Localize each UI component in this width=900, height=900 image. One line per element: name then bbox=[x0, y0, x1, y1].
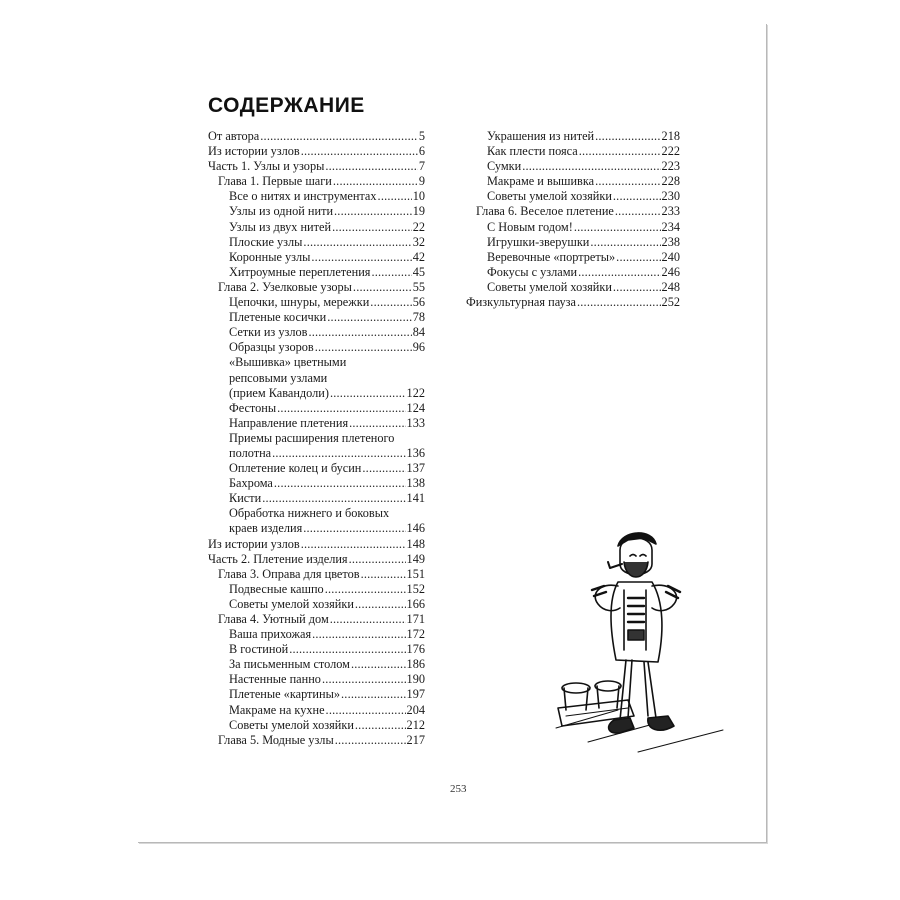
toc-entry-label: краев изделия bbox=[229, 521, 303, 536]
toc-entry[interactable] bbox=[208, 567, 425, 582]
toc-entry-label: Подвесные кашпо bbox=[229, 581, 324, 596]
toc-right-column bbox=[466, 129, 680, 310]
toc-entry[interactable] bbox=[208, 295, 425, 310]
toc-leader-dots bbox=[315, 340, 412, 355]
toc-entry-label: Игрушки-зверушки bbox=[487, 234, 590, 249]
toc-leader-dots bbox=[332, 220, 412, 235]
toc-leader-dots bbox=[353, 280, 412, 295]
toc-entry-label: Кисти bbox=[229, 491, 262, 506]
toc-leader-dots bbox=[370, 295, 411, 310]
toc-entry[interactable] bbox=[208, 521, 425, 536]
toc-entry[interactable] bbox=[208, 552, 425, 567]
toc-entry-page-number: 149 bbox=[406, 551, 425, 566]
toc-entry[interactable] bbox=[466, 189, 680, 204]
toc-entry-label: Глава 5. Модные узлы bbox=[218, 732, 334, 747]
toc-entry-label: Глава 4. Уютный дом bbox=[218, 612, 329, 626]
toc-entry-page-number: 5 bbox=[418, 129, 425, 143]
toc-entry[interactable] bbox=[208, 446, 425, 461]
toc-entry-page-number: 146 bbox=[406, 521, 425, 536]
toc-entry[interactable] bbox=[208, 340, 425, 355]
toc-leader-dots bbox=[378, 189, 412, 204]
toc-entry[interactable] bbox=[208, 265, 425, 280]
toc-entry[interactable] bbox=[208, 642, 425, 657]
toc-entry-page-number: 186 bbox=[406, 657, 425, 672]
toc-entry[interactable] bbox=[208, 280, 425, 295]
toc-entry-label: С Новым годом! bbox=[487, 219, 573, 234]
toc-leader-dots bbox=[371, 265, 411, 280]
toc-entry[interactable] bbox=[466, 295, 680, 310]
toc-entry-page-number: 197 bbox=[406, 687, 425, 702]
toc-entry-label: Из истории узлов bbox=[208, 144, 300, 159]
toc-entry[interactable] bbox=[466, 220, 680, 235]
toc-entry[interactable] bbox=[208, 235, 425, 250]
toc-leader-dots bbox=[613, 280, 661, 295]
toc-entry-page-number: 171 bbox=[406, 612, 425, 626]
toc-leader-dots bbox=[277, 401, 405, 416]
toc-entry-page-number: 204 bbox=[406, 702, 425, 717]
toc-entry[interactable] bbox=[466, 235, 680, 250]
toc-entry[interactable] bbox=[208, 491, 425, 506]
toc-entry-label: Глава 6. Веселое плетение bbox=[476, 204, 614, 219]
toc-entry[interactable] bbox=[466, 174, 680, 189]
toc-entry-label: Советы умелой хозяйки bbox=[229, 596, 354, 611]
toc-leader-dots bbox=[578, 265, 660, 280]
toc-entry-page-number: 22 bbox=[412, 219, 425, 234]
toc-entry-label: Советы умелой хозяйки bbox=[487, 279, 612, 294]
toc-leader-dots bbox=[303, 521, 405, 536]
toc-leader-dots bbox=[577, 295, 661, 310]
toc-leader-dots bbox=[351, 657, 406, 672]
toc-entry-label: Фокусы с узлами bbox=[487, 264, 578, 279]
toc-entry-label: (прием Кавандоли) bbox=[229, 385, 329, 400]
toc-leader-dots bbox=[260, 129, 418, 144]
toc-entry[interactable] bbox=[208, 189, 425, 204]
toc-leader-dots bbox=[301, 537, 406, 552]
toc-entry[interactable] bbox=[208, 325, 425, 340]
toc-entry-page-number: 166 bbox=[406, 596, 425, 611]
toc-leader-dots bbox=[574, 220, 661, 235]
toc-entry-page-number: 32 bbox=[412, 234, 425, 249]
toc-entry-label: Глава 2. Узелковые узоры bbox=[218, 279, 352, 294]
toc-entry-page-number: 124 bbox=[406, 400, 425, 415]
toc-entry-page-number: 217 bbox=[406, 732, 425, 747]
toc-entry[interactable] bbox=[208, 401, 425, 416]
toc-entry[interactable] bbox=[208, 627, 425, 642]
toc-leader-dots bbox=[272, 446, 405, 461]
toc-leader-dots bbox=[349, 552, 406, 567]
toc-entry-label: Как плести пояса bbox=[487, 144, 578, 159]
toc-entry[interactable] bbox=[208, 144, 425, 159]
toc-entry-label: Узлы из двух нитей bbox=[229, 219, 332, 234]
toc-entry-label: Ваша прихожая bbox=[229, 627, 312, 642]
toc-entry-page-number: 151 bbox=[406, 566, 425, 581]
toc-entry-label: Настенные панно bbox=[229, 672, 321, 687]
toc-entry-label: Советы умелой хозяйки bbox=[487, 189, 612, 204]
toc-entry-label: Веревочные «портреты» bbox=[487, 249, 616, 264]
toc-entry-label: Все о нитях и инструментах bbox=[229, 189, 377, 204]
toc-entry[interactable] bbox=[208, 416, 425, 431]
toc-entry-label: полотна bbox=[229, 445, 272, 460]
toc-entry-label: Часть 1. Узлы и узоры bbox=[208, 159, 325, 174]
toc-leader-dots bbox=[330, 386, 406, 401]
toc-entry-page-number: 212 bbox=[406, 717, 425, 732]
toc-entry[interactable] bbox=[208, 582, 425, 597]
toc-entry-label: Образцы узоров bbox=[229, 340, 314, 355]
toc-entry-page-number: 122 bbox=[406, 385, 425, 400]
toc-leader-dots bbox=[522, 159, 660, 174]
toc-entry-label: Коронные узлы bbox=[229, 249, 311, 264]
toc-entry-label: Плетеные косички bbox=[229, 310, 327, 325]
toc-entry-page-number: 240 bbox=[661, 249, 680, 264]
toc-entry-label: Сетки из узлов bbox=[229, 325, 308, 340]
toc-leader-dots bbox=[579, 144, 661, 159]
toc-entry-continued-line: Приемы расширения плетеного bbox=[229, 430, 395, 445]
toc-entry-label: В гостиной bbox=[229, 642, 289, 657]
toc-entry-page-number: 9 bbox=[418, 174, 425, 189]
toc-entry-label: Макраме на кухне bbox=[229, 702, 325, 717]
toc-entry-label: Плоские узлы bbox=[229, 234, 303, 249]
toc-entry-page-number: 96 bbox=[412, 340, 425, 355]
toc-entry-label: Часть 2. Плетение изделия bbox=[208, 551, 348, 566]
toc-entry-label: Из истории узлов bbox=[208, 536, 300, 551]
toc-entry-label: За письменным столом bbox=[229, 657, 350, 672]
toc-entry-label: Фестоны bbox=[229, 400, 277, 415]
toc-entry-continued-line: «Вышивка» цветными bbox=[229, 355, 347, 370]
toc-entry-page-number: 7 bbox=[418, 159, 425, 174]
toc-entry-page-number: 252 bbox=[661, 295, 680, 310]
toc-entry[interactable] bbox=[466, 204, 680, 219]
toc-entry-label: Физкультурная пауза bbox=[466, 295, 576, 310]
toc-leader-dots bbox=[322, 672, 406, 687]
toc-entry-page-number: 228 bbox=[661, 174, 680, 189]
toc-entry[interactable] bbox=[466, 144, 680, 159]
toc-leader-dots bbox=[334, 204, 412, 219]
toc-entry-page-number: 152 bbox=[406, 581, 425, 596]
toc-entry-page-number: 42 bbox=[412, 249, 425, 264]
toc-entry-page-number: 45 bbox=[412, 264, 425, 279]
toc-entry-page-number: 78 bbox=[412, 310, 425, 325]
toc-entry[interactable] bbox=[208, 672, 425, 687]
toc-entry[interactable] bbox=[466, 129, 680, 144]
toc-entry-continued-line: репсовыми узлами bbox=[229, 370, 328, 385]
toc-leader-dots bbox=[355, 718, 406, 733]
toc-entry-page-number: 56 bbox=[412, 295, 425, 310]
toc-entry[interactable] bbox=[208, 129, 425, 144]
toc-entry-page-number: 148 bbox=[406, 536, 425, 551]
toc-entry-label: Оплетение колец и бусин bbox=[229, 461, 362, 476]
toc-leader-dots bbox=[325, 159, 417, 174]
toc-leader-dots bbox=[615, 204, 661, 219]
toc-entry[interactable] bbox=[208, 733, 425, 748]
toc-entry-label: Бахрома bbox=[229, 476, 273, 491]
toc-entry[interactable] bbox=[208, 612, 425, 627]
toc-leader-dots bbox=[349, 416, 405, 431]
toc-entry[interactable] bbox=[208, 537, 425, 552]
toc-title: СОДЕРЖАНИЕ bbox=[208, 94, 365, 117]
toc-entry-label: От автора bbox=[208, 129, 260, 143]
toc-entry-page-number: 138 bbox=[406, 476, 425, 491]
toc-entry-page-number: 84 bbox=[412, 325, 425, 340]
toc-entry-label: Хитроумные переплетения bbox=[229, 264, 371, 279]
toc-entry-page-number: 190 bbox=[406, 672, 425, 687]
toc-entry-label: Направление плетения bbox=[229, 415, 349, 430]
toc-entry-label: Глава 3. Оправа для цветов bbox=[218, 566, 360, 581]
toc-leader-dots bbox=[341, 687, 406, 702]
toc-leader-dots bbox=[330, 612, 406, 627]
toc-entry-page-number: 136 bbox=[406, 445, 425, 460]
toc-entry-page-number: 133 bbox=[406, 415, 425, 430]
toc-entry[interactable] bbox=[208, 250, 425, 265]
toc-leader-dots bbox=[262, 491, 405, 506]
toc-entry[interactable] bbox=[208, 461, 425, 476]
toc-leader-dots bbox=[327, 310, 411, 325]
toc-entry[interactable] bbox=[466, 280, 680, 295]
toc-entry-page-number: 223 bbox=[661, 159, 680, 174]
toc-leader-dots bbox=[326, 703, 406, 718]
toc-left-column bbox=[208, 129, 425, 748]
toc-entry[interactable] bbox=[208, 204, 425, 219]
toc-entry-page-number: 222 bbox=[661, 144, 680, 159]
toc-entry-page-number: 6 bbox=[418, 144, 425, 159]
toc-leader-dots bbox=[312, 627, 405, 642]
toc-entry-label: Советы умелой хозяйки bbox=[229, 717, 354, 732]
toc-entry-page-number: 141 bbox=[406, 491, 425, 506]
toc-entry-page-number: 176 bbox=[406, 642, 425, 657]
toc-entry-label: Плетеные «картины» bbox=[229, 687, 341, 702]
toc-leader-dots bbox=[362, 461, 405, 476]
toc-entry[interactable] bbox=[208, 476, 425, 491]
toc-leader-dots bbox=[361, 567, 406, 582]
sailor-illustration bbox=[548, 520, 733, 755]
toc-leader-dots bbox=[289, 642, 405, 657]
toc-entry[interactable] bbox=[208, 718, 425, 733]
toc-entry-page-number: 234 bbox=[661, 219, 680, 234]
toc-entry-label: Цепочки, шнуры, мережки bbox=[229, 295, 370, 310]
toc-entry-label: Глава 1. Первые шаги bbox=[218, 174, 332, 189]
toc-entry[interactable] bbox=[208, 703, 425, 718]
toc-leader-dots bbox=[308, 325, 411, 340]
toc-leader-dots bbox=[301, 144, 418, 159]
toc-entry[interactable] bbox=[208, 687, 425, 702]
toc-leader-dots bbox=[355, 597, 406, 612]
toc-entry-page-number: 233 bbox=[661, 204, 680, 219]
toc-leader-dots bbox=[303, 235, 411, 250]
toc-leader-dots bbox=[333, 174, 418, 189]
toc-entry-label: Макраме и вышивка bbox=[487, 174, 595, 189]
toc-entry-page-number: 172 bbox=[406, 627, 425, 642]
page-number: 253 bbox=[450, 783, 467, 795]
toc-entry-page-number: 10 bbox=[412, 189, 425, 204]
toc-entry-page-number: 19 bbox=[412, 204, 425, 219]
toc-entry[interactable] bbox=[466, 159, 680, 174]
toc-entry[interactable] bbox=[208, 174, 425, 189]
toc-entry-page-number: 230 bbox=[661, 189, 680, 204]
toc-entry[interactable] bbox=[208, 220, 425, 235]
toc-entry-page-number: 246 bbox=[661, 264, 680, 279]
toc-leader-dots bbox=[590, 235, 660, 250]
toc-leader-dots bbox=[325, 582, 406, 597]
toc-entry[interactable] bbox=[208, 159, 425, 174]
toc-entry-label: Узлы из одной нити bbox=[229, 204, 334, 219]
toc-entry-label: Украшения из нитей bbox=[487, 129, 595, 143]
toc-leader-dots bbox=[616, 250, 660, 265]
toc-entry[interactable] bbox=[208, 597, 425, 612]
toc-entry-page-number: 218 bbox=[661, 129, 680, 143]
toc-entry-page-number: 248 bbox=[661, 279, 680, 294]
toc-entry-continued-line: Обработка нижнего и боковых bbox=[229, 506, 390, 521]
toc-leader-dots bbox=[595, 129, 660, 144]
toc-entry-page-number: 55 bbox=[412, 279, 425, 294]
toc-leader-dots bbox=[595, 174, 660, 189]
toc-leader-dots bbox=[274, 476, 406, 491]
toc-entry-label: Сумки bbox=[487, 159, 522, 174]
toc-entry[interactable] bbox=[208, 310, 425, 325]
toc-entry[interactable] bbox=[466, 265, 680, 280]
toc-leader-dots bbox=[613, 189, 661, 204]
toc-leader-dots bbox=[335, 733, 406, 748]
toc-entry[interactable] bbox=[466, 250, 680, 265]
toc-entry-page-number: 238 bbox=[661, 234, 680, 249]
toc-entry-page-number: 137 bbox=[406, 461, 425, 476]
toc-entry[interactable] bbox=[208, 386, 425, 401]
toc-leader-dots bbox=[311, 250, 411, 265]
toc-entry[interactable] bbox=[208, 657, 425, 672]
